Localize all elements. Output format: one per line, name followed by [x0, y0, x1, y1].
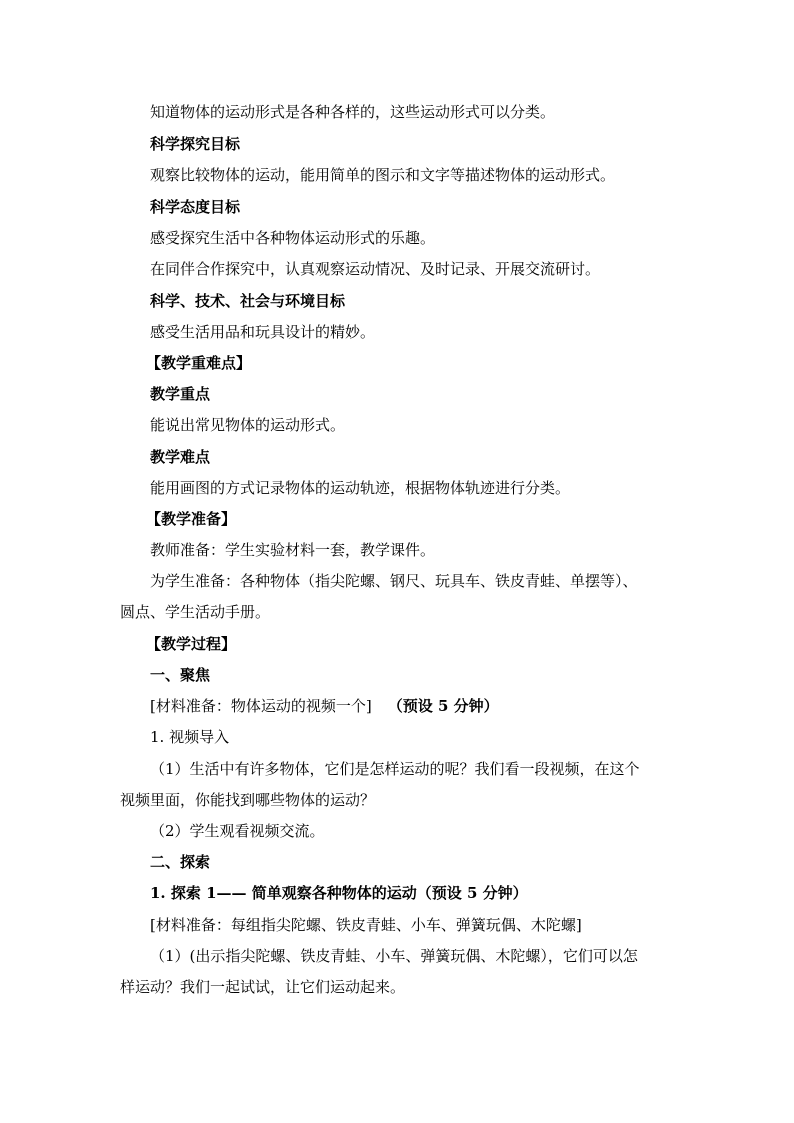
- material-note: [材料准备：物体运动的视频一个]: [150, 697, 372, 715]
- paragraph-show-toys-b: 样运动？我们一起试试，让它们运动起来。: [120, 978, 406, 996]
- heading-difficult-point: 教学难点: [150, 448, 211, 466]
- paragraph-inquiry-goal: 观察比较物体的运动，能用简单的图示和文字等描述物体的运动形式。: [150, 166, 616, 184]
- heading-key-point: 教学重点: [150, 385, 211, 403]
- paragraph-question-1a: （1）生活中有许多物体，它们是怎样运动的呢？我们看一段视频，在这个: [150, 760, 640, 778]
- paragraph-stse-goal: 感受生活用品和玩具设计的精妙。: [150, 323, 376, 341]
- heading-focus: 一、聚焦: [150, 666, 211, 684]
- paragraph-attitude-goal-1: 感受探究生活中各种物体运动形式的乐趣。: [150, 229, 436, 247]
- preset-time: （预设 5 分钟）: [387, 697, 499, 715]
- heading-explore-1: 1. 探索 1—— 简单观察各种物体的运动（预设 5 分钟）: [150, 884, 528, 902]
- paragraph-key-point: 能说出常见物体的运动形式。: [150, 416, 346, 434]
- heading-teaching-process: 【教学过程】: [146, 635, 237, 653]
- paragraph-difficult-point: 能用画图的方式记录物体的运动轨迹，根据物体轨迹进行分类。: [150, 479, 571, 497]
- heading-explore: 二、探索: [150, 853, 211, 871]
- heading-attitude-goal: 科学态度目标: [150, 198, 241, 216]
- paragraph-show-toys-a: （1）(出示指尖陀螺、铁皮青蛙、小车、弹簧玩偶、木陀螺），它们可以怎: [150, 947, 638, 965]
- paragraph-student-preparation-1: 为学生准备：各种物体（指尖陀螺、钢尺、玩具车、铁皮青蛙、单摆等）、: [150, 572, 638, 590]
- heading-key-difficult-points: 【教学重难点】: [146, 354, 252, 372]
- paragraph-teacher-preparation: 教师准备：学生实验材料一套，教学课件。: [150, 541, 436, 559]
- heading-inquiry-goal: 科学探究目标: [150, 135, 241, 153]
- heading-stse-goal: 科学、技术、社会与环境目标: [150, 292, 346, 310]
- paragraph-material-video: [120, 696, 710, 716]
- paragraph-student-preparation-2: 圆点、学生活动手册。: [120, 603, 271, 621]
- paragraph-question-1b: 视频里面，你能找到哪些物体的运动？: [120, 791, 376, 809]
- heading-teaching-preparation: 【教学准备】: [146, 510, 237, 528]
- paragraph-video-intro: 1. 视频导入: [150, 728, 230, 746]
- paragraph-attitude-goal-2: 在同伴合作探究中，认真观察运动情况、及时记录、开展交流研讨。: [150, 260, 601, 278]
- paragraph-material-toys: [材料准备：每组指尖陀螺、铁皮青蛙、小车、弹簧玩偶、木陀螺]: [150, 916, 582, 934]
- paragraph-knowledge-goal: 知道物体的运动形式是各种各样的，这些运动形式可以分类。: [150, 103, 556, 121]
- paragraph-question-2: （2）学生观看视频交流。: [150, 822, 325, 840]
